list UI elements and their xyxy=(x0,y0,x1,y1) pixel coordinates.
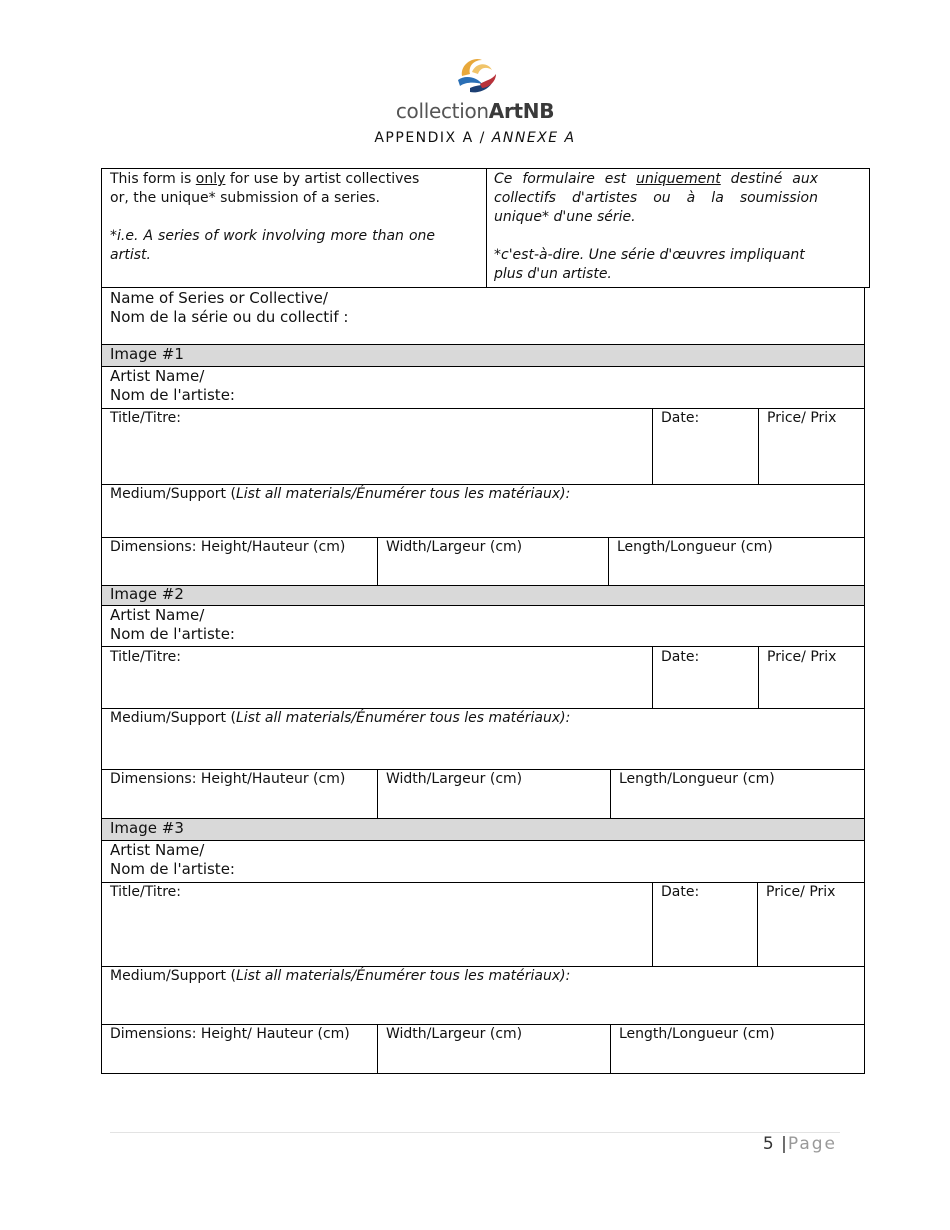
image-1-price-label: Price/ Prix xyxy=(767,410,837,426)
image-1-title-field[interactable] xyxy=(101,408,653,485)
image-2-height-label: Dimensions: Height/Hauteur (cm) xyxy=(110,771,346,787)
image-3-height-label: Dimensions: Height/ Hauteur (cm) xyxy=(110,1026,350,1042)
image-1-artist-label: Artist Name/ Nom de l'artiste: xyxy=(110,367,235,404)
image-1-title-label: Title/Titre: xyxy=(110,410,181,426)
image-1-date-label: Date: xyxy=(661,410,700,426)
image-2-title-label: Title/Titre: xyxy=(110,649,181,665)
image-2-artist-label: Artist Name/ Nom de l'artiste: xyxy=(110,606,235,643)
collection-artnb-logo-icon xyxy=(452,54,498,98)
intro-french: Ce formulaire est uniquement destiné aux collectifs d'artistes ou à la soumission unique* d'une série. *c'est-à-dire. Une série d'œuvres impliquant plus d'un artiste. xyxy=(494,171,819,282)
image-1-medium-label: Medium/Support (List all materials/Énumérer tous les matériaux): xyxy=(110,486,571,502)
page-number: 5 |Page xyxy=(762,1134,837,1154)
image-2-price-label: Price/ Prix xyxy=(767,649,837,665)
image-2-heading-text: Image #2 xyxy=(110,585,184,603)
image-1-length-label: Length/Longueur (cm) xyxy=(617,539,773,555)
image-3-title-field[interactable] xyxy=(101,882,653,967)
footer-divider xyxy=(110,1132,840,1133)
intro-english: This form is only for use by artist collectives or, the unique* submission of a series. *i.e. A series of work involving more than one artist. xyxy=(110,171,435,263)
image-2-medium-label: Medium/Support (List all materials/Énumérer tous les matériaux): xyxy=(110,710,571,726)
image-3-heading-text: Image #3 xyxy=(110,819,184,837)
image-1-heading-text: Image #1 xyxy=(110,345,184,363)
image-3-width-label: Width/Largeur (cm) xyxy=(386,1026,523,1042)
logo-wordmark: collectionArtNB xyxy=(395,99,555,123)
image-1-width-label: Width/Largeur (cm) xyxy=(386,539,523,555)
image-3-length-label: Length/Longueur (cm) xyxy=(619,1026,775,1042)
image-2-heading xyxy=(101,585,865,606)
image-2-date-label: Date: xyxy=(661,649,700,665)
image-2-title-field[interactable] xyxy=(101,646,653,709)
appendix-title: APPENDIX A / ANNEXE A xyxy=(374,130,576,146)
image-2-length-label: Length/Longueur (cm) xyxy=(619,771,775,787)
image-3-medium-label: Medium/Support (List all materials/Énumérer tous les matériaux): xyxy=(110,968,571,984)
image-1-height-label: Dimensions: Height/Hauteur (cm) xyxy=(110,539,346,555)
image-3-artist-label: Artist Name/ Nom de l'artiste: xyxy=(110,841,235,878)
image-3-title-label: Title/Titre: xyxy=(110,884,181,900)
logo xyxy=(0,54,950,98)
series-name-label: Name of Series or Collective/ Nom de la série ou du collectif : xyxy=(110,289,349,326)
image-3-price-label: Price/ Prix xyxy=(766,884,836,900)
image-3-date-label: Date: xyxy=(661,884,700,900)
image-1-heading xyxy=(101,344,865,367)
image-3-heading xyxy=(101,818,865,841)
image-2-width-label: Width/Largeur (cm) xyxy=(386,771,523,787)
